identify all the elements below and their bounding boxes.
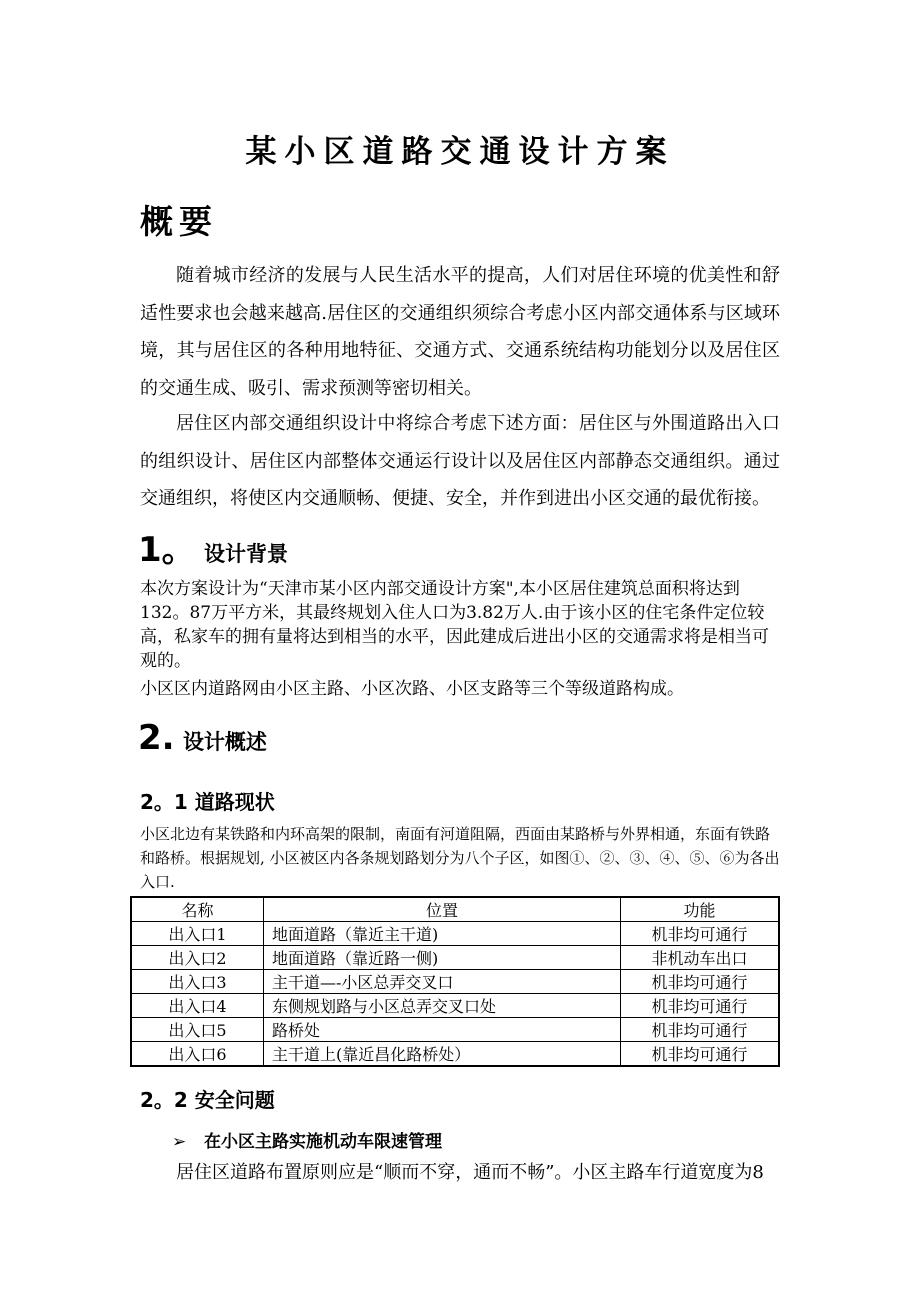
subsection-2-2-paragraph: 居住区道路布置原则应是“顺而不穿，通而不畅”。小区主路车行道宽度为8 (176, 1162, 764, 1183)
cell-function: 非机动车出口 (621, 946, 780, 970)
section-1-paragraph-2: 小区区内道路网由小区主路、小区次路、小区支路等三个等级道路构成。 (140, 679, 684, 699)
cell-position: 地面道路（靠近主干道) (264, 922, 621, 946)
document-title: 某小区道路交通设计方案 (245, 134, 675, 170)
table-header-row (131, 897, 779, 922)
table-row (131, 922, 779, 946)
cell-function: 机非均可通行 (621, 1042, 780, 1067)
overview-paragraph-2: 居住区内部交通组织设计中将综合考虑下述方面：居住区与外围道路出入口的组织设计、居住区内部整体交通运行设计以及居住区内部静态交通组织。通过交通组织，将使区内交通顺畅、便捷、安全，并作到进出小区交通的最优衔接。 (140, 413, 780, 509)
cell-name: 出入口1 (131, 922, 264, 946)
table-row (131, 970, 779, 994)
table-row (131, 1042, 779, 1067)
section-1-number: 1。 (138, 530, 196, 570)
section-1-title: 设计背景 (204, 542, 289, 566)
cell-position: 主干道上(靠近昌化路桥处） (264, 1042, 621, 1067)
section-2-heading (138, 718, 267, 758)
section-1-paragraph-1: 本次方案设计为“天津市某小区内部交通设计方案",本小区居住建筑总面积将达到132。87万平方米，其最终规划入住人口为3.82万人.由于该小区的住宅条件定位较高，私家车的拥有量将达到相当的水平，因此建成后进出小区的交通需求将是相当可观的。 (140, 579, 769, 671)
table-row (131, 946, 779, 970)
section-1-heading (138, 522, 288, 571)
table-row (131, 1018, 779, 1042)
header-name: 名称 (131, 897, 264, 922)
cell-position: 东侧规划路与小区总弄交叉口处 (264, 994, 621, 1018)
cell-name: 出入口4 (131, 994, 264, 1018)
cell-function: 机非均可通行 (621, 1018, 780, 1042)
cell-name: 出入口3 (131, 970, 264, 994)
header-function: 功能 (621, 897, 780, 922)
cell-function: 机非均可通行 (621, 994, 780, 1018)
overview-heading: 概要 (140, 202, 218, 241)
bullet-text: 在小区主路实施机动车限速管理 (204, 1132, 442, 1152)
cell-function: 机非均可通行 (621, 922, 780, 946)
section-2-title: 设计概述 (182, 730, 267, 754)
subsection-2-2-heading: 2。2 安全问题 (140, 1088, 275, 1112)
cell-position: 地面道路（靠近路一侧) (264, 946, 621, 970)
cell-name: 出入口6 (131, 1042, 264, 1067)
subsection-2-1-heading: 2。1 道路现状 (140, 790, 275, 814)
cell-function: 机非均可通行 (621, 970, 780, 994)
subsection-2-1-paragraph: 小区北边有某铁路和内环高架的限制，南面有河道阻隔，西面由某路桥与外界相通，东面有铁路和路桥。根据规划, 小区被区内各条规划路划分为八个子区，如图①、②、③、④、⑤、⑥为各出入口. (140, 825, 780, 891)
cell-position: 主干道—-小区总弄交叉口 (264, 970, 621, 994)
section-2-number: 2. (138, 718, 175, 758)
table-row (131, 994, 779, 1018)
cell-name: 出入口5 (131, 1018, 264, 1042)
bullet-item (172, 1127, 442, 1152)
overview-paragraph-1: 随着城市经济的发展与人民生活水平的提高，人们对居住环境的优美性和舒适性要求也会越来越高.居住区的交通组织须综合考虑小区内部交通体系与区域环境，其与居住区的各种用地特征、交通方式、交通系统结构功能划分以及居住区的交通生成、吸引、需求预测等密切相关。 (140, 265, 780, 399)
arrow-bullet-icon: ➢ (172, 1132, 187, 1152)
header-position: 位置 (264, 897, 621, 922)
entrance-table (130, 896, 780, 1067)
cell-position: 路桥处 (264, 1018, 621, 1042)
cell-name: 出入口2 (131, 946, 264, 970)
